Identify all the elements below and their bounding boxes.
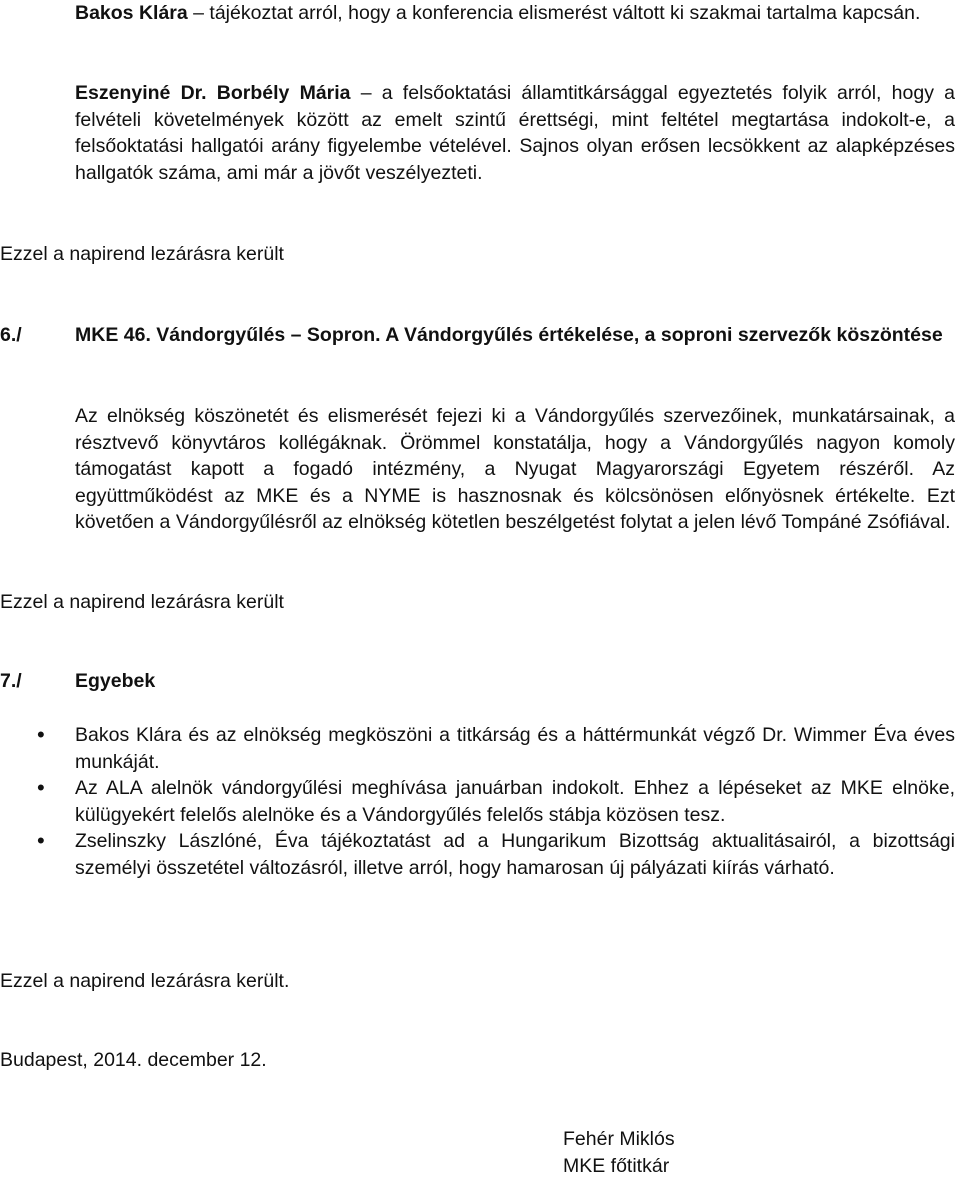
closing-line: Ezzel a napirend lezárásra került <box>0 243 284 265</box>
section-number: 6./ <box>0 324 22 346</box>
paragraph-text: – tájékoztat arról, hogy a konferencia elismerést váltott ki szakmai tartalma kapcsán. <box>187 2 921 24</box>
speaker-name: Eszenyiné Dr. Borbély Mária <box>75 82 351 104</box>
bullet-list <box>75 722 955 881</box>
section-number: 7./ <box>0 670 22 692</box>
paragraph-text: – a felsőoktatási államtitkársággal egyeztetés folyik arról, hogy a felvételi követelmények között az emelt szintű érettségi, mint feltétel megtartása indokolt-e, a felsőoktatási hallgatói arány figyelembe vételével. Sajnos olyan erősen lecsökkent az alapképzéses hallgatók száma, ami már a jövőt veszélyezteti. <box>75 82 955 184</box>
list-item: • Az ALA alelnök vándorgyűlési meghívása januárban indokolt. Ehhez a lépéseket az MKE elnöke, külügyekért felelős alelnöke és a Vándorgyűlés felelős stábja közösen tesz. <box>75 775 955 828</box>
closing-line: Ezzel a napirend lezárásra került. <box>0 970 290 992</box>
paragraph-eszenyine <box>75 80 955 186</box>
closing-line: Ezzel a napirend lezárásra került <box>0 591 284 613</box>
paragraph-vandorgyules: Az elnökség köszönetét és elismerését fejezi ki a Vándorgyűlés szervezőinek, munkatársainak, a résztvevő könyvtáros kollégáknak. Örömmel konstatálja, hogy a Vándorgyűlés nagyon komoly támogatást kapott a fogadó intézmény, a Nyugat Magyarországi Egyetem részéről. Az együttműködést az MKE és a NYME is hasznosnak és kölcsönösen előnyösnek értékelte. Ezt követően a Vándorgyűlésről az elnökség kötetlen beszélgetést folytat a jelen lévő Tompáné Zsófiával. <box>75 405 955 533</box>
paragraph-bakos <box>75 0 955 27</box>
signature-title: MKE főtitkár <box>563 1155 670 1177</box>
place-date: Budapest, 2014. december 12. <box>0 1049 267 1071</box>
signature-name: Fehér Miklós <box>563 1128 675 1150</box>
section-title: MKE 46. Vándorgyűlés – Sopron. A Vándorgyűlés értékelése, a soproni szervezők köszöntése <box>75 324 943 346</box>
section-title: Egyebek <box>75 670 156 692</box>
speaker-name: Bakos Klára <box>75 2 188 24</box>
list-item: • Bakos Klára és az elnökség megköszöni a titkárság és a háttérmunkát végző Dr. Wimmer Éva éves munkáját. <box>75 722 955 775</box>
list-item: • Zselinszky Lászlóné, Éva tájékoztatást ad a Hungarikum Bizottság aktualitásairól, a bizottsági személyi összetétel változásról, illetve arról, hogy hamarosan új pályázati kiírás várható. <box>75 828 955 881</box>
